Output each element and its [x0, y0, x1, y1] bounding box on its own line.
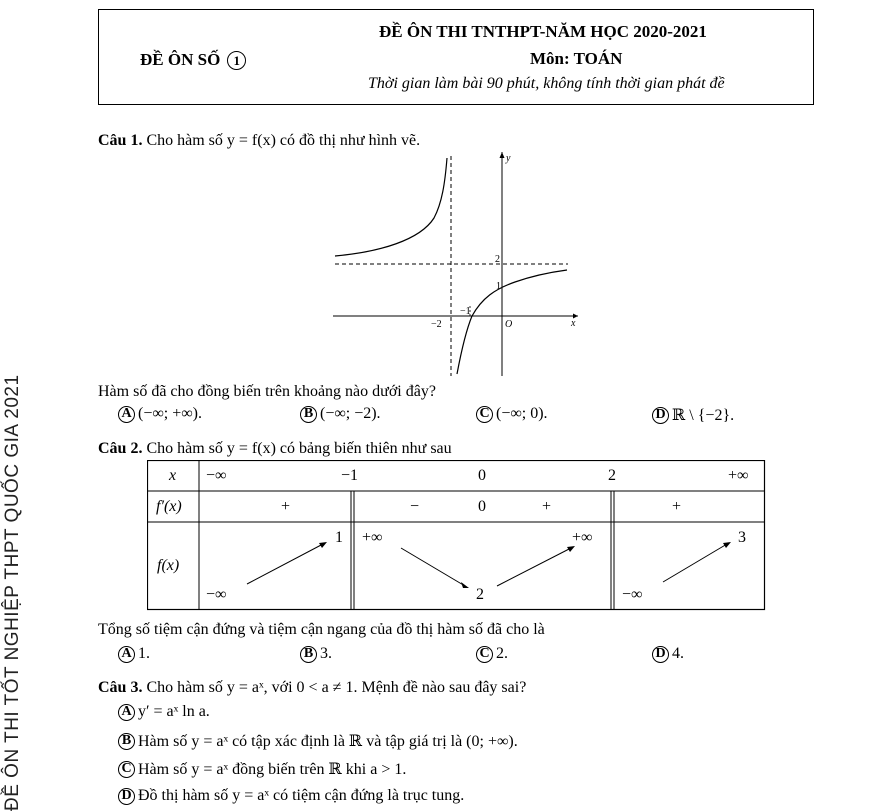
option-text: 2. [496, 645, 508, 662]
option-letter: D [118, 788, 135, 805]
option-text: (−∞; 0). [496, 405, 548, 422]
option-letter: C [118, 761, 135, 778]
option-text: Hàm số y = aˣ có tập xác định là ℝ và tập giá trị là (0; +∞). [138, 733, 518, 750]
option-letter: B [300, 646, 317, 663]
q3-text-line [98, 679, 526, 697]
table-x-value: 0 [478, 467, 486, 484]
option-text: ℝ \ {−2}. [672, 407, 735, 424]
q3-option-b[interactable] [118, 731, 518, 751]
option-text: 4. [672, 645, 684, 662]
q3-option-c[interactable] [118, 759, 406, 779]
q1-text: Cho hàm số y = f(x) có đồ thị như hình vẽ. [146, 132, 421, 149]
option-text: (−∞; −2). [320, 405, 381, 422]
exam-number-circle: 1 [227, 51, 246, 70]
option-text: 1. [138, 645, 150, 662]
table-fp-sign: + [281, 498, 291, 515]
q1-option-a[interactable] [118, 405, 202, 423]
table-f-value: 2 [476, 586, 484, 603]
x-axis-label: x [571, 318, 576, 329]
y-axis-label: y [506, 153, 511, 164]
exam-number [140, 50, 249, 70]
table-fp-sign: − [410, 498, 420, 515]
option-text: (−∞; +∞). [138, 405, 202, 422]
q1-option-d[interactable] [652, 405, 734, 425]
table-f-value: 3 [738, 529, 746, 546]
option-letter: D [652, 646, 669, 663]
table-f-value: −∞ [622, 586, 643, 603]
table-f-label: f(x) [157, 557, 180, 574]
origin-label: O [505, 319, 513, 330]
table-fp-sign: 0 [478, 498, 486, 515]
option-letter: C [476, 646, 493, 663]
option-text: 3. [320, 645, 332, 662]
q1-option-b[interactable] [300, 405, 381, 423]
label-one: 1 [496, 281, 501, 292]
q2-text-line [98, 440, 452, 458]
option-letter: A [118, 406, 135, 423]
q3-option-a[interactable] [118, 703, 210, 721]
table-f-value: +∞ [362, 529, 383, 546]
option-text: Đồ thị hàm số y = aˣ có tiệm cận đứng là trục tung. [138, 787, 465, 804]
q1-label: Câu 1. [98, 132, 143, 149]
table-x-value: +∞ [728, 467, 749, 484]
table-x-value: 2 [608, 467, 616, 484]
exam-time-note: Thời gian làm bài 90 phút, không tính thời gian phát đề [368, 75, 725, 92]
label-two: 2 [495, 254, 500, 265]
q3-text: Cho hàm số y = aˣ, với 0 < a ≠ 1. Mệnh đề nào sau đây sai? [146, 679, 527, 696]
curve-left-branch [335, 158, 447, 256]
q2-option-a[interactable] [118, 645, 150, 663]
q2-label: Câu 2. [98, 440, 143, 457]
q2-option-d[interactable] [652, 645, 684, 663]
side-watermark-text: ĐỀ ÔN THI TỐT NGHIỆP THPT QUỐC GIA 2021 [2, 374, 23, 811]
exam-subject: Môn: TOÁN [530, 49, 623, 68]
q1-option-c[interactable] [476, 405, 548, 423]
exam-title: ĐỀ ÔN THI TNTHPT-NĂM HỌC 2020-2021 [379, 22, 707, 41]
option-letter: B [300, 406, 317, 423]
option-text: y′ = aˣ ln a. [138, 703, 210, 720]
option-letter: A [118, 704, 135, 721]
q1-function-graph [330, 148, 580, 376]
option-letter: B [118, 733, 135, 750]
q2-question: Tổng số tiệm cận đứng và tiệm cận ngang của đồ thị hàm số đã cho là [98, 621, 545, 638]
exam-number-label: ĐỀ ÔN SỐ [140, 50, 221, 69]
table-x-value: −1 [341, 467, 359, 484]
q3-option-d[interactable] [118, 787, 464, 805]
q1-question: Hàm số đã cho đồng biến trên khoảng nào dưới đây? [98, 383, 436, 400]
table-fp-sign: + [672, 498, 682, 515]
label-minus-one: −1 [460, 306, 471, 317]
y-axis-arrow [500, 152, 505, 158]
label-minus-two: −2 [431, 319, 442, 330]
q2-variation-table [147, 460, 767, 612]
table-f-value: 1 [335, 529, 343, 546]
q3-label: Câu 3. [98, 679, 143, 696]
option-text: Hàm số y = aˣ đồng biến trên ℝ khi a > 1. [138, 761, 407, 778]
q2-option-b[interactable] [300, 645, 332, 663]
table-x-label: x [169, 467, 177, 484]
option-letter: D [652, 407, 669, 424]
option-letter: C [476, 406, 493, 423]
option-letter: A [118, 646, 135, 663]
q2-option-c[interactable] [476, 645, 508, 663]
q2-text: Cho hàm số y = f(x) có bảng biến thiên như sau [146, 440, 452, 457]
table-f-value: −∞ [206, 586, 227, 603]
table-fp-sign: + [542, 498, 552, 515]
table-x-value: −∞ [206, 467, 227, 484]
table-fp-label: f′(x) [156, 498, 182, 515]
table-f-value: +∞ [572, 529, 593, 546]
